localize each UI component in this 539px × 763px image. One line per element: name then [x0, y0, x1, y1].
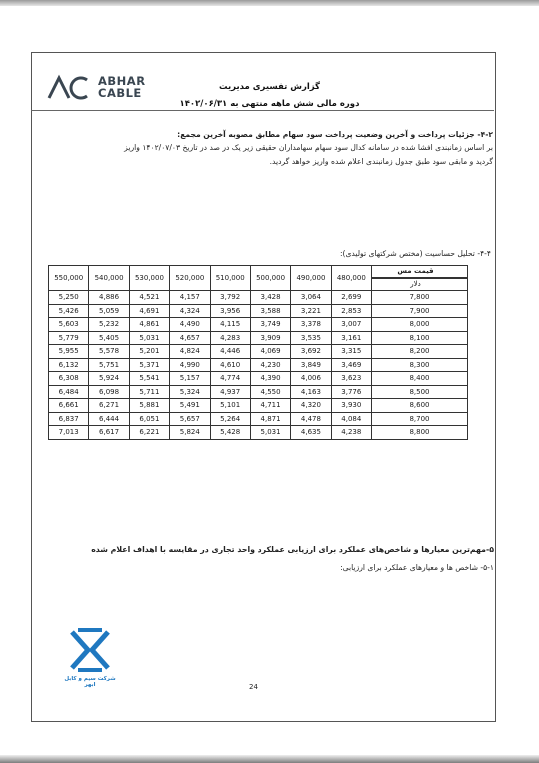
table-cell: 4,657	[170, 331, 210, 345]
table-cell: 4,691	[129, 304, 169, 318]
table-cell: 5,031	[129, 331, 169, 345]
table-cell: 5,232	[89, 318, 129, 332]
copper-price-cell: 8,500	[372, 385, 468, 399]
table-cell: 3,469	[331, 358, 371, 372]
table-cell: 4,446	[210, 345, 250, 359]
table-cell: 5,578	[89, 345, 129, 359]
table-cell: 4,824	[170, 345, 210, 359]
table-cell: 4,069	[250, 345, 290, 359]
table-cell: 6,098	[89, 385, 129, 399]
price-header: قیمت مس	[372, 266, 467, 278]
table-row	[49, 412, 468, 426]
page-number: 24	[249, 683, 258, 691]
report-period: دوره مالی شش ماهه منتهی به ۱۴۰۲/۰۶/۳۱	[179, 99, 360, 109]
table-cell: 4,861	[129, 318, 169, 332]
section-4-2-title: ۴-۲- جزئیات پرداخت و آخرین وضعیت پرداخت سود سهام مطابق مصوبه آخرین مجمع:	[177, 130, 493, 139]
copper-price-cell: 8,300	[372, 358, 468, 372]
table-cell: 4,635	[291, 426, 331, 440]
table-cell: 3,161	[331, 331, 371, 345]
section-4-2-body-line-2: گردید و مابقی سود طبق جدول زمانبندی اعلام شده واریز خواهد گردید.	[269, 157, 493, 166]
scan-edge-top	[0, 0, 539, 6]
table-row	[49, 399, 468, 413]
table-cell: 4,886	[89, 291, 129, 305]
table-cell: 3,064	[291, 291, 331, 305]
table-cell: 6,484	[49, 385, 89, 399]
logo-line-1: ABHAR	[98, 74, 146, 88]
scan-edge-bottom	[0, 755, 539, 763]
table-cell: 3,221	[291, 304, 331, 318]
table-cell: 5,405	[89, 331, 129, 345]
table-cell: 5,824	[170, 426, 210, 440]
table-cell: 4,521	[129, 291, 169, 305]
table-cell: 5,059	[89, 304, 129, 318]
table-row	[49, 291, 468, 305]
unit-header-cell	[372, 279, 468, 291]
table-cell: 4,084	[331, 412, 371, 426]
table-cell: 5,101	[210, 399, 250, 413]
section-4-2-body-line-1: بر اساس زمانبندی افشا شده در سامانه کدال سود سهام سهامداران حقیقی زیر یک در صد در تاریخ ۱۴۰۲/۰۷/۰۳ واریز	[124, 143, 493, 152]
copper-price-cell: 8,100	[372, 331, 468, 345]
table-cell: 5,657	[170, 412, 210, 426]
table-header-row	[49, 266, 468, 279]
column-header: 500,000	[250, 266, 290, 291]
sensitivity-table	[48, 265, 468, 440]
table-cell: 4,990	[170, 358, 210, 372]
table-cell: 4,157	[170, 291, 210, 305]
column-header: 530,000	[129, 266, 169, 291]
copper-price-cell: 8,800	[372, 426, 468, 440]
table-cell: 5,711	[129, 385, 169, 399]
table-row	[49, 426, 468, 440]
table-row	[49, 358, 468, 372]
table-cell: 5,157	[170, 372, 210, 386]
table-cell: 3,909	[250, 331, 290, 345]
table-cell: 5,541	[129, 372, 169, 386]
table-cell: 5,603	[49, 318, 89, 332]
copper-price-cell: 7,800	[372, 291, 468, 305]
table-row	[49, 345, 468, 359]
table-row	[49, 304, 468, 318]
table-cell: 3,776	[331, 385, 371, 399]
table-cell: 3,692	[291, 345, 331, 359]
table-cell: 3,792	[210, 291, 250, 305]
copper-price-cell: 8,600	[372, 399, 468, 413]
table-cell: 4,324	[170, 304, 210, 318]
table-cell: 4,238	[331, 426, 371, 440]
company-emblem-icon	[68, 626, 112, 682]
table-cell: 5,031	[250, 426, 290, 440]
table-cell: 6,308	[49, 372, 89, 386]
table-cell: 6,837	[49, 412, 89, 426]
table-cell: 5,426	[49, 304, 89, 318]
table-cell: 3,428	[250, 291, 290, 305]
table-cell: 5,250	[49, 291, 89, 305]
copper-price-cell: 8,700	[372, 412, 468, 426]
column-header: 490,000	[291, 266, 331, 291]
table-cell: 3,378	[291, 318, 331, 332]
table-cell: 3,623	[331, 372, 371, 386]
section-5-title: ۵-مهم‌ترین معیارها و شاخص‌های عملکرد برای ارزیابی عملکرد واحد تجاری در مقایسه با اهداف اعلام شده	[91, 545, 494, 554]
table-cell: 5,371	[129, 358, 169, 372]
table-row	[49, 372, 468, 386]
price-header-cell	[372, 266, 468, 279]
table-cell: 4,490	[170, 318, 210, 332]
table-cell: 3,749	[250, 318, 290, 332]
table-cell: 5,324	[170, 385, 210, 399]
table-cell: 4,711	[250, 399, 290, 413]
column-header: 540,000	[89, 266, 129, 291]
table-row	[49, 331, 468, 345]
section-5-1-title: ۵-۱- شاخص ها و معیارهای عملکرد برای ارزیابی:	[340, 563, 494, 572]
column-header: 520,000	[170, 266, 210, 291]
table-cell: 6,051	[129, 412, 169, 426]
column-header: 510,000	[210, 266, 250, 291]
table-cell: 6,661	[49, 399, 89, 413]
table-cell: 3,315	[331, 345, 371, 359]
copper-price-cell: 7,900	[372, 304, 468, 318]
table-cell: 5,491	[170, 399, 210, 413]
copper-price-cell: 8,200	[372, 345, 468, 359]
table-cell: 4,774	[210, 372, 250, 386]
table-cell: 5,924	[89, 372, 129, 386]
copper-price-cell: 8,400	[372, 372, 468, 386]
table-cell: 4,320	[291, 399, 331, 413]
table-cell: 6,221	[129, 426, 169, 440]
table-cell: 4,390	[250, 372, 290, 386]
table-cell: 6,132	[49, 358, 89, 372]
emblem-caption: شرکت سیم و کابل ابهر	[64, 676, 116, 688]
table-cell: 5,264	[210, 412, 250, 426]
table-cell: 4,230	[250, 358, 290, 372]
table-cell: 3,930	[331, 399, 371, 413]
table-cell: 3,535	[291, 331, 331, 345]
table-row	[49, 385, 468, 399]
table-cell: 6,617	[89, 426, 129, 440]
table-cell: 4,478	[291, 412, 331, 426]
table-cell: 4,871	[250, 412, 290, 426]
table-cell: 4,550	[250, 385, 290, 399]
table-cell: 5,955	[49, 345, 89, 359]
column-header: 550,000	[49, 266, 89, 291]
header-divider	[31, 110, 494, 111]
unit-header: دلار	[410, 280, 421, 288]
table-cell: 4,283	[210, 331, 250, 345]
copper-price-cell: 8,000	[372, 318, 468, 332]
table-cell: 4,610	[210, 358, 250, 372]
table-cell: 5,428	[210, 426, 250, 440]
table-cell: 4,937	[210, 385, 250, 399]
table-cell: 6,444	[89, 412, 129, 426]
table-cell: 7,013	[49, 426, 89, 440]
logo-line-2: CABLE	[98, 86, 142, 100]
table-cell: 5,751	[89, 358, 129, 372]
table-cell: 4,163	[291, 385, 331, 399]
table-cell: 2,853	[331, 304, 371, 318]
table-cell: 3,007	[331, 318, 371, 332]
sensitivity-table-title: ۴-۴- تحلیل حساسیت (مختص شرکتهای تولیدی):	[339, 249, 491, 258]
table-cell: 3,588	[250, 304, 290, 318]
table-row	[49, 318, 468, 332]
table-cell: 3,956	[210, 304, 250, 318]
table-cell: 6,271	[89, 399, 129, 413]
table-cell: 5,201	[129, 345, 169, 359]
column-header: 480,000	[331, 266, 371, 291]
table-cell: 5,779	[49, 331, 89, 345]
table-cell: 3,849	[291, 358, 331, 372]
report-title: گزارش تفسیری مدیریت	[218, 82, 321, 92]
table-cell: 2,699	[331, 291, 371, 305]
table-cell: 5,881	[129, 399, 169, 413]
table-cell: 4,115	[210, 318, 250, 332]
table-cell: 4,006	[291, 372, 331, 386]
